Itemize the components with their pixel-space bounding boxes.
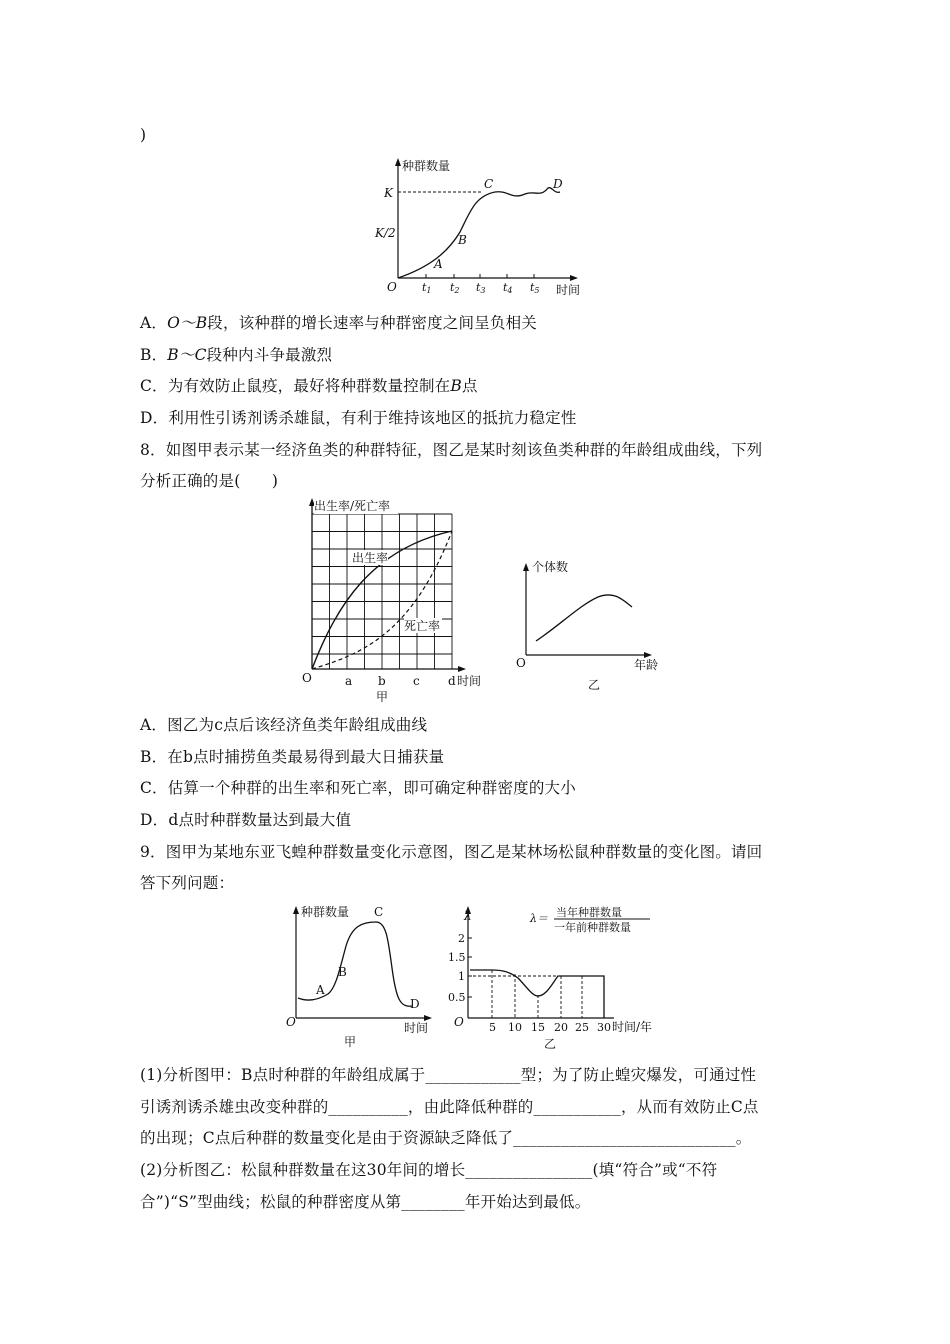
q8-stem-line-2: 分析正确的是( ) — [140, 472, 279, 490]
q7-point-d: D — [553, 177, 563, 191]
q7-option-a: A．O～B段，该种群的增长速率与种群密度之间呈负相关 — [140, 314, 537, 332]
q9-yi-origin: O — [454, 1015, 464, 1029]
q9-yi-lambda-curve — [470, 970, 604, 1018]
q7-option-d: D．利用性引诱剂诱杀雄鼠，有利于维持该地区的抵抗力稳定性 — [140, 409, 577, 427]
q9-jia-point-a: A — [316, 983, 325, 997]
q9-yi-y-label: λ — [464, 909, 472, 923]
q9-yi-x-tick-20: 20 — [554, 1021, 568, 1034]
q8-jia-tick-a: a — [345, 674, 353, 688]
q8-jia-x-label: 时间 — [457, 674, 482, 688]
q9-yi-y-tick-1-5: 1.5 — [448, 951, 466, 964]
q7-population-curve-figure — [360, 152, 600, 300]
q7-y-axis-arrow — [395, 158, 401, 166]
q9-jia-x-label: 时间 — [404, 1021, 429, 1035]
q8-jia-birth-label: 出生率 — [352, 551, 389, 565]
q8-option-d: D．d点时种群数量达到最大值 — [140, 811, 352, 829]
q9-yi-x-tick-10: 10 — [508, 1021, 522, 1034]
q7-x-tick-t1: t1 — [422, 281, 432, 295]
q9-sub1-line-2: 引诱剂诱杀雄虫改变种群的__________，由此降低种群的___________，从而有效防止C点 — [140, 1098, 759, 1116]
q9-yi-formula-num: 当年种群数量 — [556, 906, 622, 919]
q9-fig-jia-locust-population — [282, 898, 442, 1048]
q9-fig-yi-lambda-chart — [448, 900, 668, 1050]
q8-jia-y-label: 出生率/死亡率 — [314, 499, 391, 513]
q8-yi-x-label: 年龄 — [634, 658, 659, 672]
q8-yi-y-label: 个体数 — [532, 560, 569, 574]
q9-sub1-line-1: (1)分析图甲：B点时种群的年龄组成属于____________型；为了防止蝗灾爆发，可通过性 — [140, 1066, 757, 1084]
q9-yi-x-label: 时间/年 — [612, 1020, 653, 1034]
q8-jia-death-label: 死亡率 — [404, 619, 441, 633]
q8-option-a: A．图乙为c点后该经济鱼类年龄组成曲线 — [140, 716, 428, 734]
q8-yi-origin: O — [516, 656, 526, 670]
q9-jia-point-b: B — [338, 965, 347, 979]
q9-yi-x-tick-5: 5 — [489, 1021, 496, 1034]
q9-stem-line-2: 答下列问题： — [140, 874, 235, 892]
q9-yi-y-ticks — [468, 938, 472, 997]
q9-jia-y-label: 种群数量 — [301, 905, 350, 919]
q8-jia-x-arrow — [458, 666, 466, 672]
q7-x-tick-t3: t3 — [476, 281, 486, 295]
q7-option-c: C．为有效防止鼠疫，最好将种群数量控制在B点 — [140, 377, 478, 395]
q9-yi-y-tick-0-5: 0.5 — [448, 991, 466, 1004]
q7-point-a: A — [434, 257, 443, 271]
q8-fig-jia-birth-death-rate — [292, 494, 492, 704]
q9-jia-origin: O — [286, 1015, 296, 1029]
q9-yi-x-tick-15: 15 — [531, 1021, 545, 1034]
q9-stem-line-1: 9．图甲为某地东亚飞蝗种群数量变化示意图，图乙是某林场松鼠种群数量的变化图。请回 — [140, 843, 763, 861]
q7-origin: O — [387, 280, 397, 294]
q9-yi-formula-lhs: λ＝ — [530, 912, 548, 925]
q8-option-b: B．在b点时捕捞鱼类最易得到最大日捕获量 — [140, 748, 445, 766]
q7-point-b: B — [458, 233, 467, 247]
q9-jia-caption: 甲 — [344, 1035, 357, 1048]
q8-jia-tick-d: d — [448, 674, 456, 688]
q7-y-tick-k2: K/2 — [375, 226, 396, 240]
q9-yi-caption: 乙 — [544, 1037, 557, 1050]
q7-option-b: B．B～C段种内斗争最激烈 — [140, 346, 333, 364]
q9-yi-y-tick-1: 1 — [458, 970, 465, 983]
q8-jia-tick-c: c — [413, 674, 420, 688]
q9-yi-x-tick-30: 30 — [597, 1021, 611, 1034]
q8-jia-tick-b: b — [378, 674, 386, 688]
q9-yi-y-tick-2: 2 — [458, 932, 465, 945]
q9-yi-vertical-dashes — [492, 970, 604, 1018]
q7-x-axis-arrow — [570, 275, 578, 281]
q7-y-tick-k: K — [384, 186, 393, 200]
q7-point-c: C — [484, 177, 494, 191]
q8-yi-curve — [536, 595, 632, 641]
q9-jia-y-arrow — [293, 906, 299, 914]
question-7-continuation: ) — [140, 126, 147, 144]
q7-y-label: 种群数量 — [402, 159, 451, 173]
q8-yi-y-arrow — [523, 563, 529, 571]
q8-option-c: C．估算一个种群的出生率和死亡率，即可确定种群密度的大小 — [140, 779, 576, 797]
q7-x-tick-t4: t4 — [503, 281, 513, 295]
q9-sub2-line-1: (2)分析图乙：松鼠种群数量在这30年间的增长________________(填“符合”或“不符 — [140, 1161, 718, 1179]
q7-x-tick-t2: t2 — [450, 281, 460, 295]
q7-x-label: 时间 — [556, 283, 581, 297]
q7-x-ticks — [426, 274, 534, 278]
q8-fig-yi-age-structure — [510, 555, 670, 695]
q9-jia-point-d: D — [410, 997, 420, 1011]
q9-jia-point-c: C — [374, 905, 384, 919]
q8-jia-origin: O — [302, 671, 312, 685]
q9-sub1-line-3: 的出现；C点后种群的数量变化是由于资源缺乏降低了____________________________。 — [140, 1129, 752, 1147]
q9-sub2-line-2: 合”)“S”型曲线；松鼠的种群密度从第________年开始达到最低。 — [140, 1193, 591, 1211]
q8-jia-caption: 甲 — [376, 690, 389, 704]
q9-yi-formula-den: 一年前种群数量 — [554, 921, 631, 934]
q8-yi-caption: 乙 — [588, 678, 601, 692]
q7-s-curve — [398, 188, 560, 278]
q7-x-tick-t5: t5 — [530, 281, 540, 295]
q9-yi-x-tick-25: 25 — [575, 1021, 589, 1034]
q8-stem-line-1: 8．如图甲表示某一经济鱼类的种群特征，图乙是某时刻该鱼类种群的年龄组成曲线，下列 — [140, 441, 763, 459]
